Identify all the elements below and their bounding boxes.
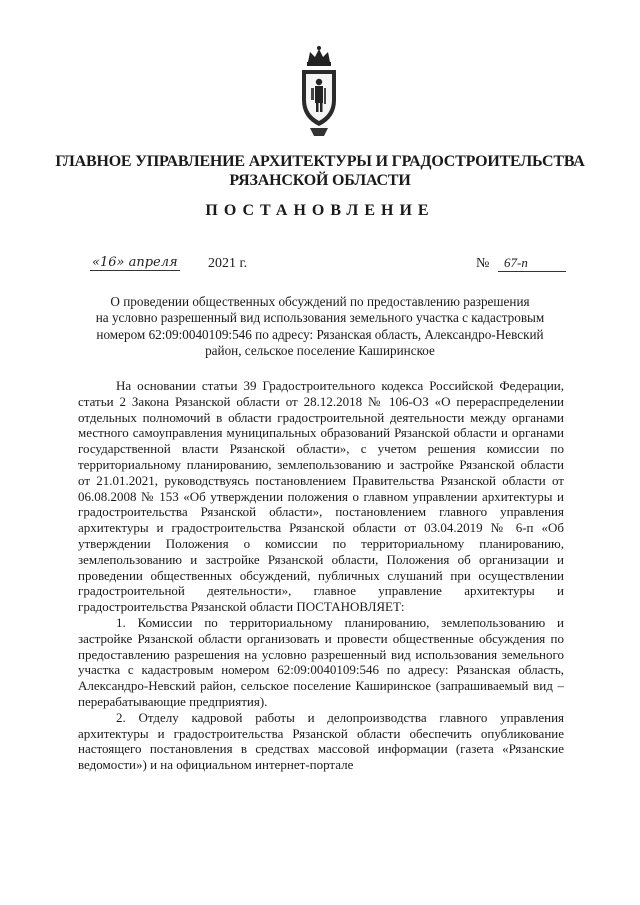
resolution-item-1: 1. Комиссии по территориальному планированию, землепользованию и застройке Рязанской области организовать и провести общественные обсуждения по предоставлению разрешения на условно разрешенный вид использования земельного участка с кадастровым номером 62:09:0040109:546 по адресу: Рязанская область, Александро-Невский район, сельское поселение Каширинское (запрашиваемый вид – перерабатывающие предприятия). — [78, 614, 564, 709]
organization-name-line1: ГЛАВНОЕ УПРАВЛЕНИЕ АРХИТЕКТУРЫ И ГРАДОСТРОИТЕЛЬСТВА — [55, 153, 585, 170]
document-subject — [78, 294, 562, 360]
subject-line: на условно разрешенный вид использования земельного участка с кадастровым — [95, 310, 545, 326]
subject-line: О проведении общественных обсуждений по предоставлению разрешения — [110, 294, 530, 309]
ryazan-coat-of-arms-icon — [296, 44, 342, 140]
date-number-row — [90, 255, 560, 277]
preamble-paragraph: На основании статьи 39 Градостроительного кодекса Российской Федерации, статьи 2 Закона Рязанской области от 28.12.2018 № 106-ОЗ «О перераспределении отдельных полномочий в области градостроительной деятельности между органами местного самоуправления муниципальных образований Рязанской области и органами государственной власти Рязанской области», с учетом решения комиссии по территориальному планированию, землепользованию и застройке Рязанской области от 21.01.2021, руководствуясь постановлением Правительства Рязанской области от 06.08.2008 № 153 «Об утверждении положения о главном управлении архитектуры и градостроительства Рязанской области», постановлением главного управления архитектуры и градостроительства Рязанской области от 03.04.2019 № 6-п «Об утверждении Положения о комиссии по территориальному планированию, землепользованию и застройке Рязанской области, Положения об организации и проведении общественных обсуждений, публичных слушаний при осуществлении градостроительной деятельности», главное управление архитектуры и градостроительства Рязанской области ПОСТАНОВЛЯЕТ: — [78, 378, 564, 615]
subject-line: номером 62:09:0040109:546 по адресу: Рязанская область, Александро-Невский — [96, 326, 544, 342]
handwritten-date: «16» апреля — [92, 255, 178, 270]
organization-name-line2: РЯЗАНСКОЙ ОБЛАСТИ — [229, 172, 411, 189]
handwritten-number: 67-п — [498, 255, 566, 272]
document-type-title: ПОСТАНОВЛЕНИЕ — [205, 202, 435, 219]
date-year: 2021 г. — [208, 256, 248, 271]
resolution-item-2: 2. Отделу кадровой работы и делопроизводства главного управления архитектуры и градостроительства Рязанской области обеспечить опубликование настоящего постановления в средствах массовой информации (газета «Рязанские ведомости») и на официальном интернет-портале — [78, 709, 564, 773]
number-label: № — [476, 256, 490, 271]
document-body — [78, 378, 564, 773]
subject-line: район, сельское поселение Каширинское — [205, 343, 435, 359]
